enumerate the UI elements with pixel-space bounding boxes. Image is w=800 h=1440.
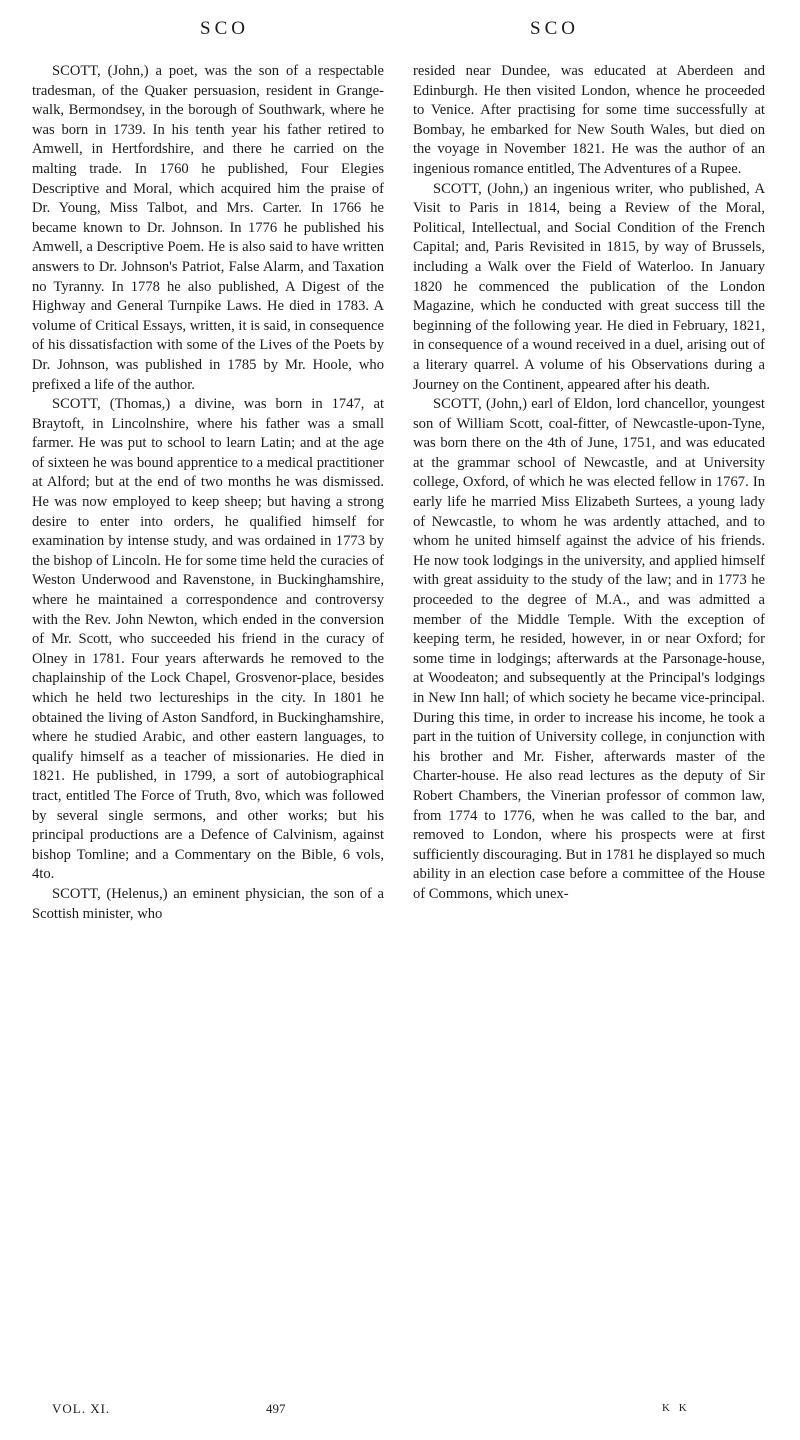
volume-label: VOL. XI.: [52, 1401, 111, 1416]
left-column: [32, 62, 384, 924]
entry-scott-john-poet: SCOTT, (John,) a poet, was the son of a respectable tradesman, of the Quaker persuasion, resident in Grange-walk, Bermondsey, in the borough of Southwark, where he was born in 1739. In his tenth year his father retired to Amwell, in Hertfordshire, and there he carried on the malting trade. In 1760 he published, Four Elegies Descriptive and Moral, which acquired him the praise of Dr. Young, Miss Talbot, and Mrs. Carter. In 1766 he became known to Dr. Johnson. In 1776 he published his Amwell, a Descriptive Poem. He is also said to have written answers to Dr. Johnson's Patriot, False Alarm, and Taxation no Tyranny. In 1778 he also published, A Digest of the Highway and General Turnpike Laws. He died in 1783. A volume of Critical Essays, written, it is said, in consequence of his dissatisfaction with some of the Lives of the Poets by Dr. Johnson, was published in 1785 by Mr. Hoole, who prefixed a life of the author.: [32, 63, 384, 393]
running-head-left: SCO: [200, 18, 249, 39]
entry-scott-john-eldon: SCOTT, (John,) earl of Eldon, lord chancellor, youngest son of William Scott, coal-fitter, of Newcastle-upon-Tyne, was born there on the 4th of June, 1751, and was educated at the grammar school of Newcastle, and at University college, Oxford, of which he was elected fellow in 1767. In early life he married Miss Elizabeth Surtees, a young lady of Newcastle, to whom he was ardently attached, and to whom he united himself against the advice of his friends. He now took lodgings in the university, and applied himself with great assiduity to the study of the law; and in 1773 he proceeded to the degree of M.A., and was admitted a member of the Middle Temple. With the exception of keeping term, he resided, however, in or near Oxford; for some time in lodgings; afterwards at the Parsonage-house, at Woodeaton; and subsequently at the Principal's lodgings in New Inn hall; of which society he became vice-principal. During this time, in order to increase his income, he took a part in the tuition of University college, in conjunction with his brother and Mr. Fisher, afterwards master of the Charter-house. He also read lectures as the deputy of Sir Robert Chambers, the Vinerian professor of common law, from 1774 to 1776, when he was called to the bar, and removed to London, where his prospects were at first sufficiently discouraging. But in 1781 he displayed so much ability in an election case before a committee of the House of Commons, which unex-: [413, 396, 765, 902]
entry-scott-helenus-continued: resided near Dundee, was educated at Aberdeen and Edinburgh. He then visited London, whence he proceeded to Venice. After practising for some time successfully at Bombay, he embarked for New South Wales, but died on the voyage in November 1821. He was the author of an ingenious romance entitled, The Adventures of a Rupee.: [413, 63, 765, 177]
running-head: [0, 18, 800, 44]
page-footer: [0, 1401, 800, 1421]
entry-scott-helenus-physician: SCOTT, (Helenus,) an eminent physician, the son of a Scottish minister, who: [32, 885, 384, 922]
signature-mark: K K: [662, 1402, 690, 1414]
entry-scott-john-writer: SCOTT, (John,) an ingenious writer, who published, A Visit to Paris in 1814, being a Review of the Moral, Political, Intellectual, and Social Condition of the French Capital; and, Paris Revisited in 1815, by way of Brussels, including a Walk over the Field of Waterloo. In January 1820 he commenced the publication of the London Magazine, which he conducted with great success till the beginning of the following year. He died in February, 1821, in consequence of a wound received in a duel, arising out of a literary quarrel. A volume of his Observations during a Journey on the Continent, appeared after his death.: [413, 180, 765, 393]
entry-scott-thomas-divine: SCOTT, (Thomas,) a divine, was born in 1747, at Braytoft, in Lincolnshire, where his father was a small farmer. He was put to school to learn Latin; and at the age of sixteen he was bound apprentice to a medical practitioner at Alford; but at the end of two months he was dismissed. He was now employed to keep sheep; but having a strong desire to enter into orders, he qualified himself for examination by intense study, and was ordained in 1773 by the bishop of Lincoln. He for some time held the curacies of Weston Underwood and Ravenstone, in Buckinghamshire, where he maintained a correspondence and controversy with the Rev. John Newton, which ended in the conversion of Mr. Scott, who succeeded his friend in the curacy of Olney in 1781. Four years afterwards he removed to the chaplainship of the Lock Chapel, Grosvenor-place, besides which he held two lectureships in the city. In 1801 he obtained the living of Aston Sandford, in Buckinghamshire, where he studied Arabic, and other eastern languages, to qualify himself as a teacher of missionaries. He died in 1821. He published, in 1799, a sort of autobiographical tract, entitled The Force of Truth, 8vo, which was followed by several single sermons, and other works; but his principal productions are a Defence of Calvinism, against bishop Tomline; and a Commentary on the Bible, 6 vols, 4to.: [32, 396, 384, 883]
page-number: 497: [266, 1401, 286, 1416]
right-column: [413, 62, 765, 905]
running-head-right: SCO: [530, 18, 579, 39]
